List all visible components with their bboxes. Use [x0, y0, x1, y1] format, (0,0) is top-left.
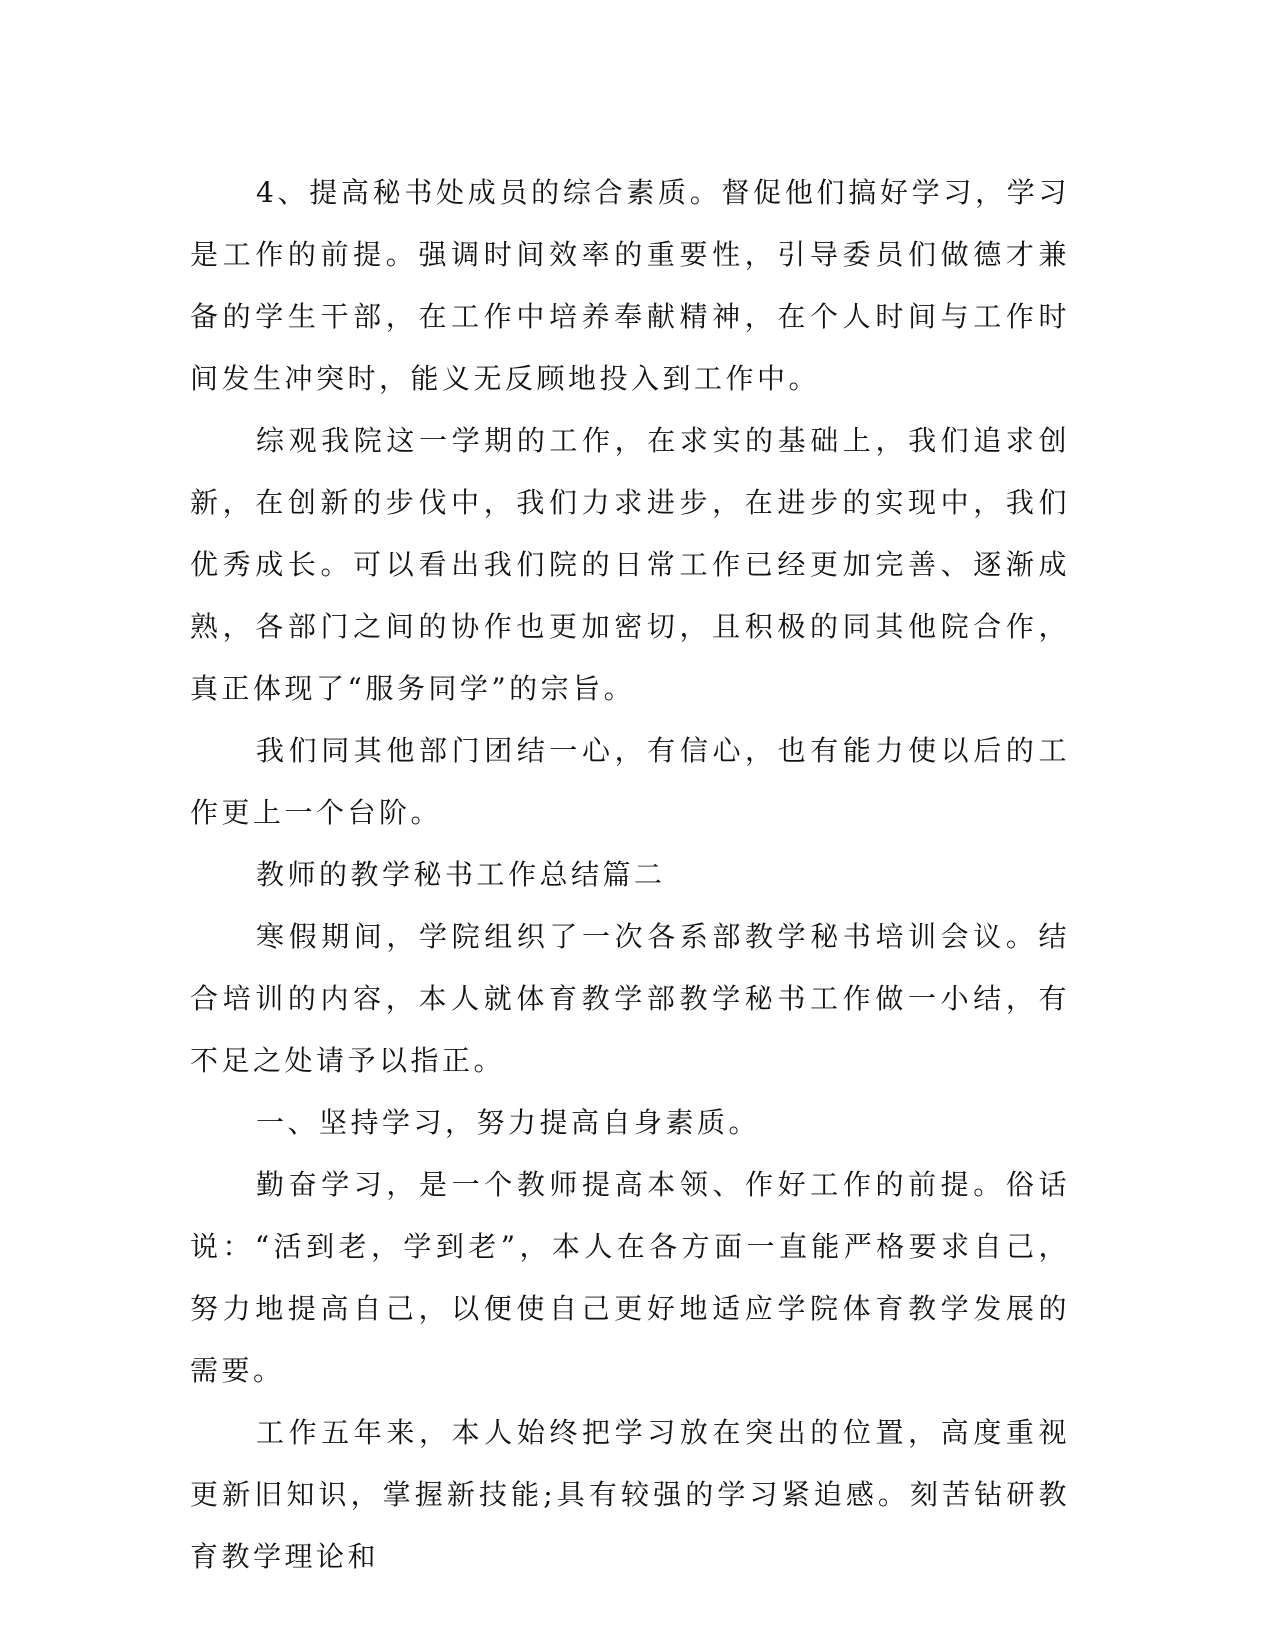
paragraph-semester-review: 综观我院这一学期的工作，在求实的基础上，我们追求创新，在创新的步伐中，我们力求进步，在进步的实现中，我们优秀成长。可以看出我们院的日常工作已经更加完善、逐渐成熟，各部门之间的协作也更加密切，且积极的同其他院合作，真正体现了“服务同学”的宗旨。	[190, 424, 1070, 705]
paragraph-diligent-study: 勤奋学习，是一个教师提高本领、作好工作的前提。俗话说：“活到老，学到老”，本人在各方面一直能严格要求自己，努力地提高自己，以便使自己更好地适应学院体育教学发展的需要。	[190, 1168, 1070, 1387]
section-heading: 教师的教学秘书工作总结篇二	[256, 858, 666, 891]
paragraph-five-years: 工作五年来，本人始终把学习放在突出的位置，高度重视更新旧知识，掌握新技能;具有较强的学习紧迫感。刻苦钻研教育教学理论和	[190, 1416, 1070, 1573]
subsection-heading: 一、坚持学习，努力提高自身素质。	[256, 1106, 761, 1139]
paragraph-winter-training: 寒假期间，学院组织了一次各系部教学秘书培训会议。结合培训的内容，本人就体育教学部教学秘书工作做一小结，有不足之处请予以指正。	[190, 920, 1070, 1077]
document-body	[190, 162, 1070, 1588]
paragraph-unity: 我们同其他部门团结一心，有信心，也有能力使以后的工作更上一个台阶。	[190, 734, 1070, 829]
paragraph-secretary-quality: 4、提高秘书处成员的综合素质。督促他们搞好学习，学习是工作的前提。强调时间效率的重要性，引导委员们做德才兼备的学生干部，在工作中培养奉献精神，在个人时间与工作时间发生冲突时，能义无反顾地投入到工作中。	[190, 176, 1070, 395]
